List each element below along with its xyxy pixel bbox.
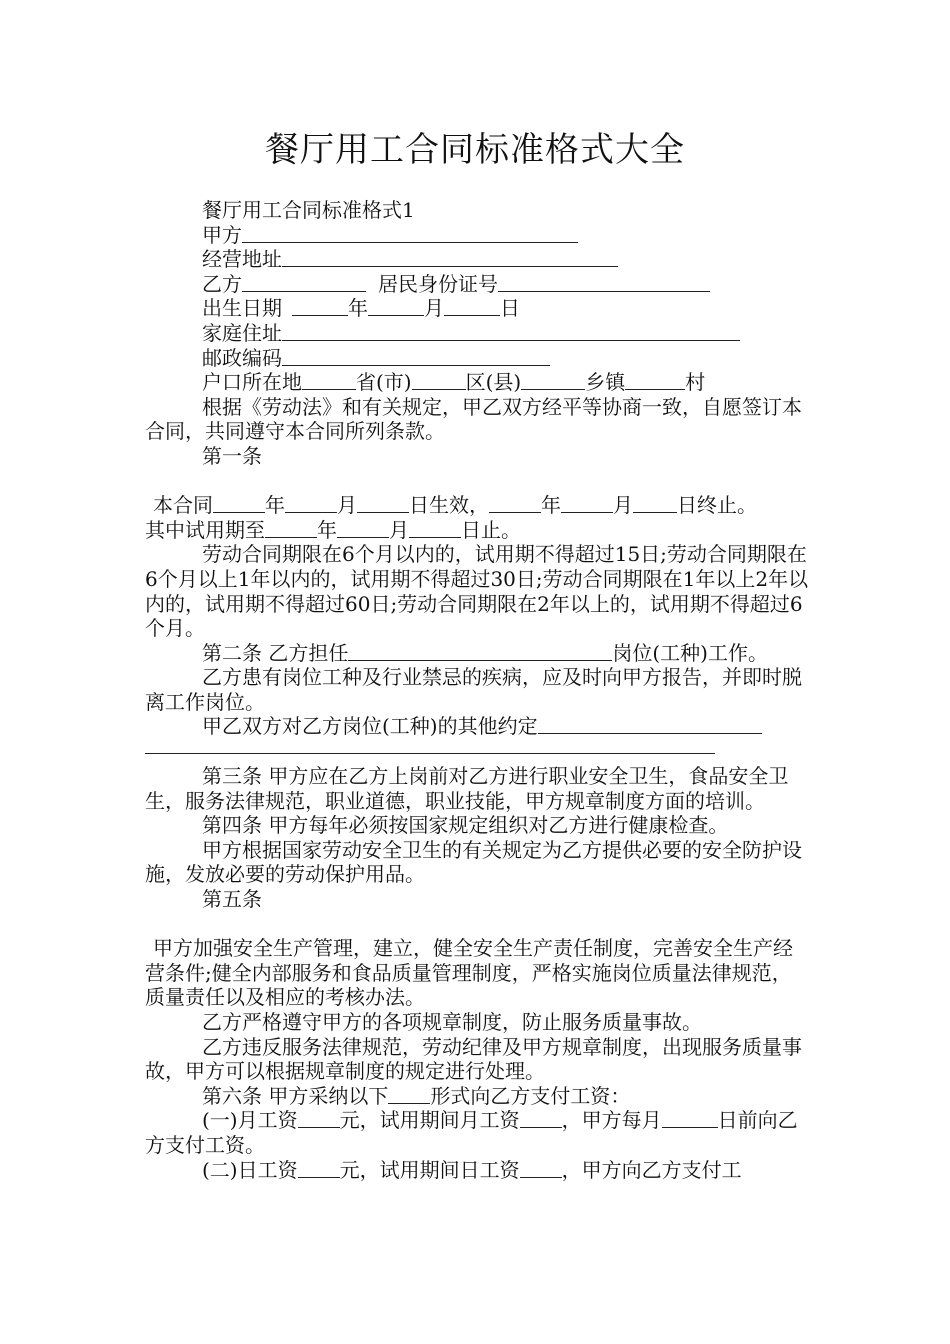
article-4-paragraph: 第四条 甲方每年必须按国家规定组织对乙方进行健康检查。 — [202, 813, 729, 838]
blank-line — [444, 297, 500, 316]
article-1-probation: 其中试用期至 年 月 日止。 — [145, 517, 521, 542]
blank-line — [498, 273, 710, 292]
article-2-title: 第二条 乙方担任 岗位(工种)工作。 — [202, 640, 768, 665]
blank-line — [625, 371, 685, 390]
blank-line — [242, 224, 578, 243]
article-5-title: 第五条 — [202, 887, 262, 912]
blank-line — [368, 297, 424, 316]
blank-line — [282, 248, 618, 267]
article-2-paragraph: 乙方患有岗位工种及行业禁忌的疾病，应及时向甲方报告，并即时脱离工作岗位。 — [145, 665, 802, 714]
field-party-a: 甲方 — [145, 223, 811, 248]
document-body — [145, 198, 811, 1182]
article-1-title: 第一条 — [202, 443, 262, 468]
field-hukou: 户口所在地 省(市) 区(县) 乡镇 村 — [202, 370, 706, 395]
blank-line — [521, 371, 585, 390]
article-6-monthly: (一)月工资 元，试用期间月工资 ，甲方每月 日前向乙方支付工资。 — [145, 1108, 798, 1157]
article-6-title: 第六条 甲方采纳以下 形式向乙方支付工资： — [202, 1083, 631, 1108]
blank-line — [282, 347, 550, 366]
article-1-term: 本合同 年 月 日生效， 年 月 日终止。 — [153, 493, 757, 518]
field-address: 经营地址 — [145, 247, 811, 272]
blank-line — [348, 642, 612, 661]
field-home-address: 家庭住址 — [145, 321, 811, 346]
article-5-paragraph-2: 乙方严格遵守甲方的各项规章制度，防止服务质量事故。 — [202, 1010, 702, 1034]
article-2-other: 甲乙双方对乙方岗位(工种)的其他约定 — [145, 714, 811, 739]
article-4-paragraph-2: 甲方根据国家劳动安全卫生的有关规定为乙方提供必要的安全防护设施，发放必要的劳动保护用品。 — [145, 837, 802, 887]
document-title: 餐厅用工合同标准格式大全 — [265, 130, 685, 170]
field-party-b: 乙方 居民身份证号 — [145, 272, 811, 297]
article-3-paragraph: 第三条 甲方应在乙方上岗前对乙方进行职业安全卫生，食品安全卫生，服务法律规范，职业道德，职业技能，甲方规章制度方面的培训。 — [145, 764, 789, 813]
article-5-paragraph-1: 甲方加强安全生产管理，建立，健全安全生产责任制度，完善安全生产经营条件;健全内部服务和食品质量管理制度，严格实施岗位质量法律规范，质量责任以及相应的考核办法。 — [145, 936, 793, 1010]
article-1-paragraph: 劳动合同期限在6个月以内的，试用期不得超过15日;劳动合同期限在6个月以上1年以内的，试用期不得超过30日;劳动合同期限在1年以上2年以内的，试用期不得超过60日;劳动合同期限在2年以上的，试用期不得超过6个月。 — [145, 542, 809, 641]
blank-line — [292, 297, 348, 316]
blank-line — [242, 273, 366, 292]
blank-line — [282, 322, 740, 341]
blank-line — [145, 739, 715, 754]
field-birth-date: 出生日期 年 月 日 — [202, 296, 520, 321]
article-6-daily: (二)日工资 元，试用期间日工资 ，甲方向乙方支付工 — [202, 1157, 742, 1182]
blank-line — [388, 1085, 430, 1104]
article-5-paragraph-3: 乙方违反服务法律规范，劳动纪律及甲方规章制度，出现服务质量事故，甲方可以根据规章制度的规定进行处理。 — [145, 1034, 802, 1084]
blank-line — [412, 371, 466, 390]
blank-line — [302, 371, 356, 390]
intro-paragraph: 根据《劳动法》和有关规定，甲乙双方经平等协商一致，自愿签订本合同，共同遵守本合同所列条款。 — [145, 394, 802, 444]
contract-heading: 餐厅用工合同标准格式1 — [202, 198, 415, 222]
blank-line — [538, 715, 762, 734]
field-postcode: 邮政编码 — [145, 346, 811, 371]
